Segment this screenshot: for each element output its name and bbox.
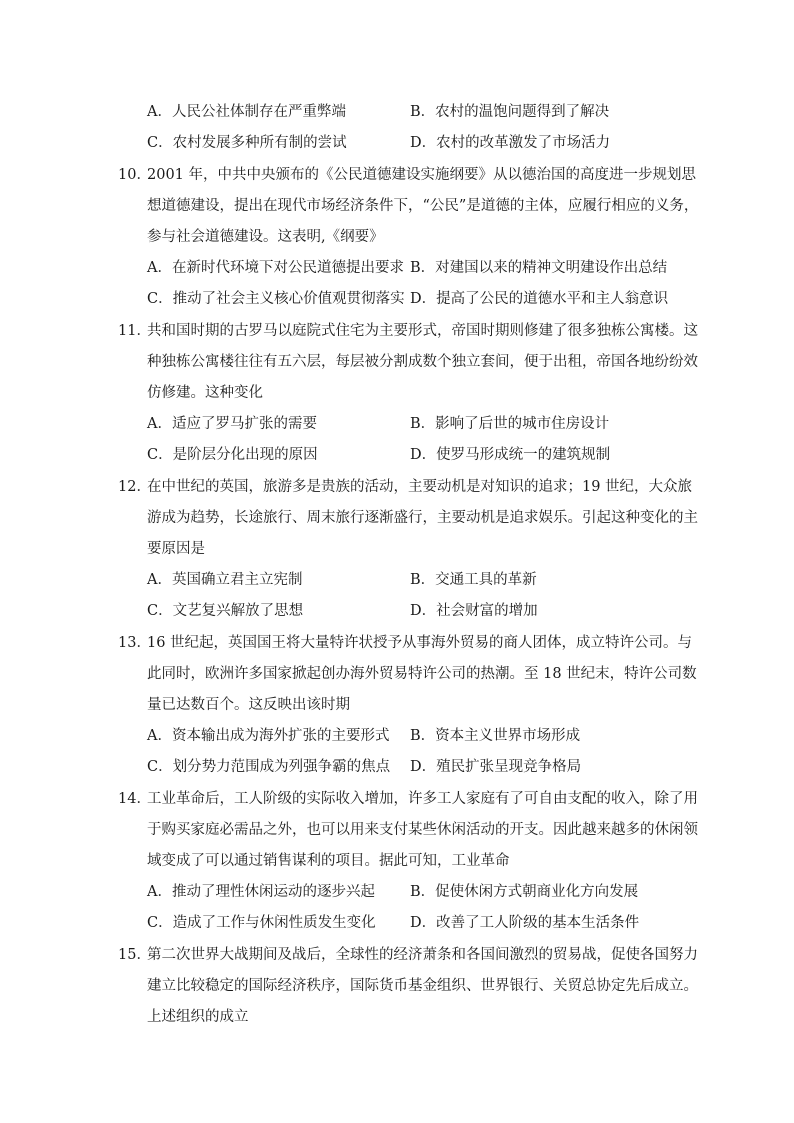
q14-option-c[interactable]: C．造成了工作与休闲性质发生变化 — [147, 915, 376, 931]
q13-stem-line-1: 16 世纪起，英国国王将大量特许状授予从事海外贸易的商人团体，成立特许公司。与 — [147, 635, 693, 651]
q10-stem-line-3: 参与社会道德建设。这表明,《纲要》 — [147, 229, 384, 245]
q12-stem-line-3: 要原因是 — [147, 541, 205, 557]
q15-stem-line-1: 第二次世界大战期间及战后，全球性的经济萧条和各国间激烈的贸易战，促使各国努力 — [147, 947, 698, 963]
q10-stem-line-2: 想道德建设，提出在现代市场经济条件下，“公民”是道德的主体，应履行相应的义务， — [147, 198, 699, 214]
q10-option-a[interactable]: A．在新时代环境下对公民道德提出要求 — [147, 260, 404, 276]
q14-stem-line-2: 于购买家庭必需品之外，也可以用来支付某些休闲活动的开支。因此越来越多的休闲领 — [147, 822, 698, 838]
q10-option-d[interactable]: D．提高了公民的道德水平和主人翁意识 — [410, 291, 669, 307]
q9-option-d[interactable]: D．农村的改革激发了市场活力 — [410, 135, 611, 151]
q9-option-b[interactable]: B．农村的温饱问题得到了解决 — [410, 104, 610, 120]
q14-option-d[interactable]: D．改善了工人阶级的基本生活条件 — [410, 915, 640, 931]
q14-option-a[interactable]: A．推动了理性休闲运动的逐步兴起 — [147, 884, 375, 900]
q11-stem-line-2: 种独栋公寓楼往往有五六层，每层被分割成数个独立套间，便于出租，帝国各地纷纷效 — [147, 354, 698, 370]
q13-stem-line-2: 此同时，欧洲许多国家掀起创办海外贸易特许公司的热潮。至 18 世纪末，特许公司数 — [147, 666, 697, 682]
q9-option-a[interactable]: A．人民公社体制存在严重弊端 — [147, 104, 346, 120]
q15-number: 15． — [118, 947, 151, 963]
q13-option-a[interactable]: A．资本输出成为海外扩张的主要形式 — [147, 728, 390, 744]
q12-option-c[interactable]: C．文艺复兴解放了思想 — [147, 603, 304, 619]
q13-number: 13． — [118, 635, 151, 651]
q14-stem-line-3: 域变成了可以通过销售谋利的项目。据此可知，工业革命 — [147, 853, 510, 869]
q10-option-b[interactable]: B．对建国以来的精神文明建设作出总结 — [410, 260, 668, 276]
q12-number: 12． — [118, 479, 151, 495]
q11-stem-line-1: 共和国时期的古罗马以庭院式住宅为主要形式，帝国时期则修建了很多独栋公寓楼。这 — [147, 323, 698, 339]
q14-option-b[interactable]: B．促使休闲方式朝商业化方向发展 — [410, 884, 639, 900]
q13-stem-line-3: 量已达数百个。这反映出该时期 — [147, 697, 350, 713]
q11-stem-line-3: 仿修建。这种变化 — [147, 385, 263, 401]
q13-option-c[interactable]: C．划分势力范围成为列强争霸的焦点 — [147, 759, 391, 775]
q10-stem-line-1: 2001 年，中共中央颁布的《公民道德建设实施纲要》从以德治国的高度进一步规划思 — [147, 167, 697, 183]
q11-number: 11． — [118, 323, 151, 339]
q12-stem-line-1: 在中世纪的英国，旅游多是贵族的活动，主要动机是对知识的追求；19 世纪，大众旅 — [147, 479, 693, 495]
q10-option-c[interactable]: C．推动了社会主义核心价值观贯彻落实 — [147, 291, 405, 307]
q11-option-b[interactable]: B．影响了后世的城市住房设计 — [410, 416, 610, 432]
q9-option-c[interactable]: C．农村发展多种所有制的尝试 — [147, 135, 347, 151]
q14-stem-line-1: 工业革命后，工人阶级的实际收入增加，许多工人家庭有了可自由支配的收入，除了用 — [147, 791, 698, 807]
q10-number: 10． — [118, 167, 151, 183]
q13-option-d[interactable]: D．殖民扩张呈现竞争格局 — [410, 759, 582, 775]
q11-option-a[interactable]: A．适应了罗马扩张的需要 — [147, 416, 317, 432]
q15-stem-line-2: 建立比较稳定的国际经济秩序，国际货币基金组织、世界银行、关贸总协定先后成立。 — [147, 978, 698, 994]
q14-number: 14． — [118, 791, 151, 807]
q15-stem-line-3: 上述组织的成立 — [147, 1009, 249, 1025]
q12-option-a[interactable]: A．英国确立君主立宪制 — [147, 572, 303, 588]
q12-option-b[interactable]: B．交通工具的革新 — [410, 572, 537, 588]
q12-stem-line-2: 游成为趋势，长途旅行、周末旅行逐渐盛行，主要动机是追求娱乐。引起这种变化的主 — [147, 510, 698, 526]
q13-option-b[interactable]: B．资本主义世界市场形成 — [410, 728, 581, 744]
q11-option-d[interactable]: D．使罗马形成统一的建筑规制 — [410, 447, 611, 463]
q12-option-d[interactable]: D．社会财富的增加 — [410, 603, 538, 619]
q11-option-c[interactable]: C．是阶层分化出现的原因 — [147, 447, 318, 463]
